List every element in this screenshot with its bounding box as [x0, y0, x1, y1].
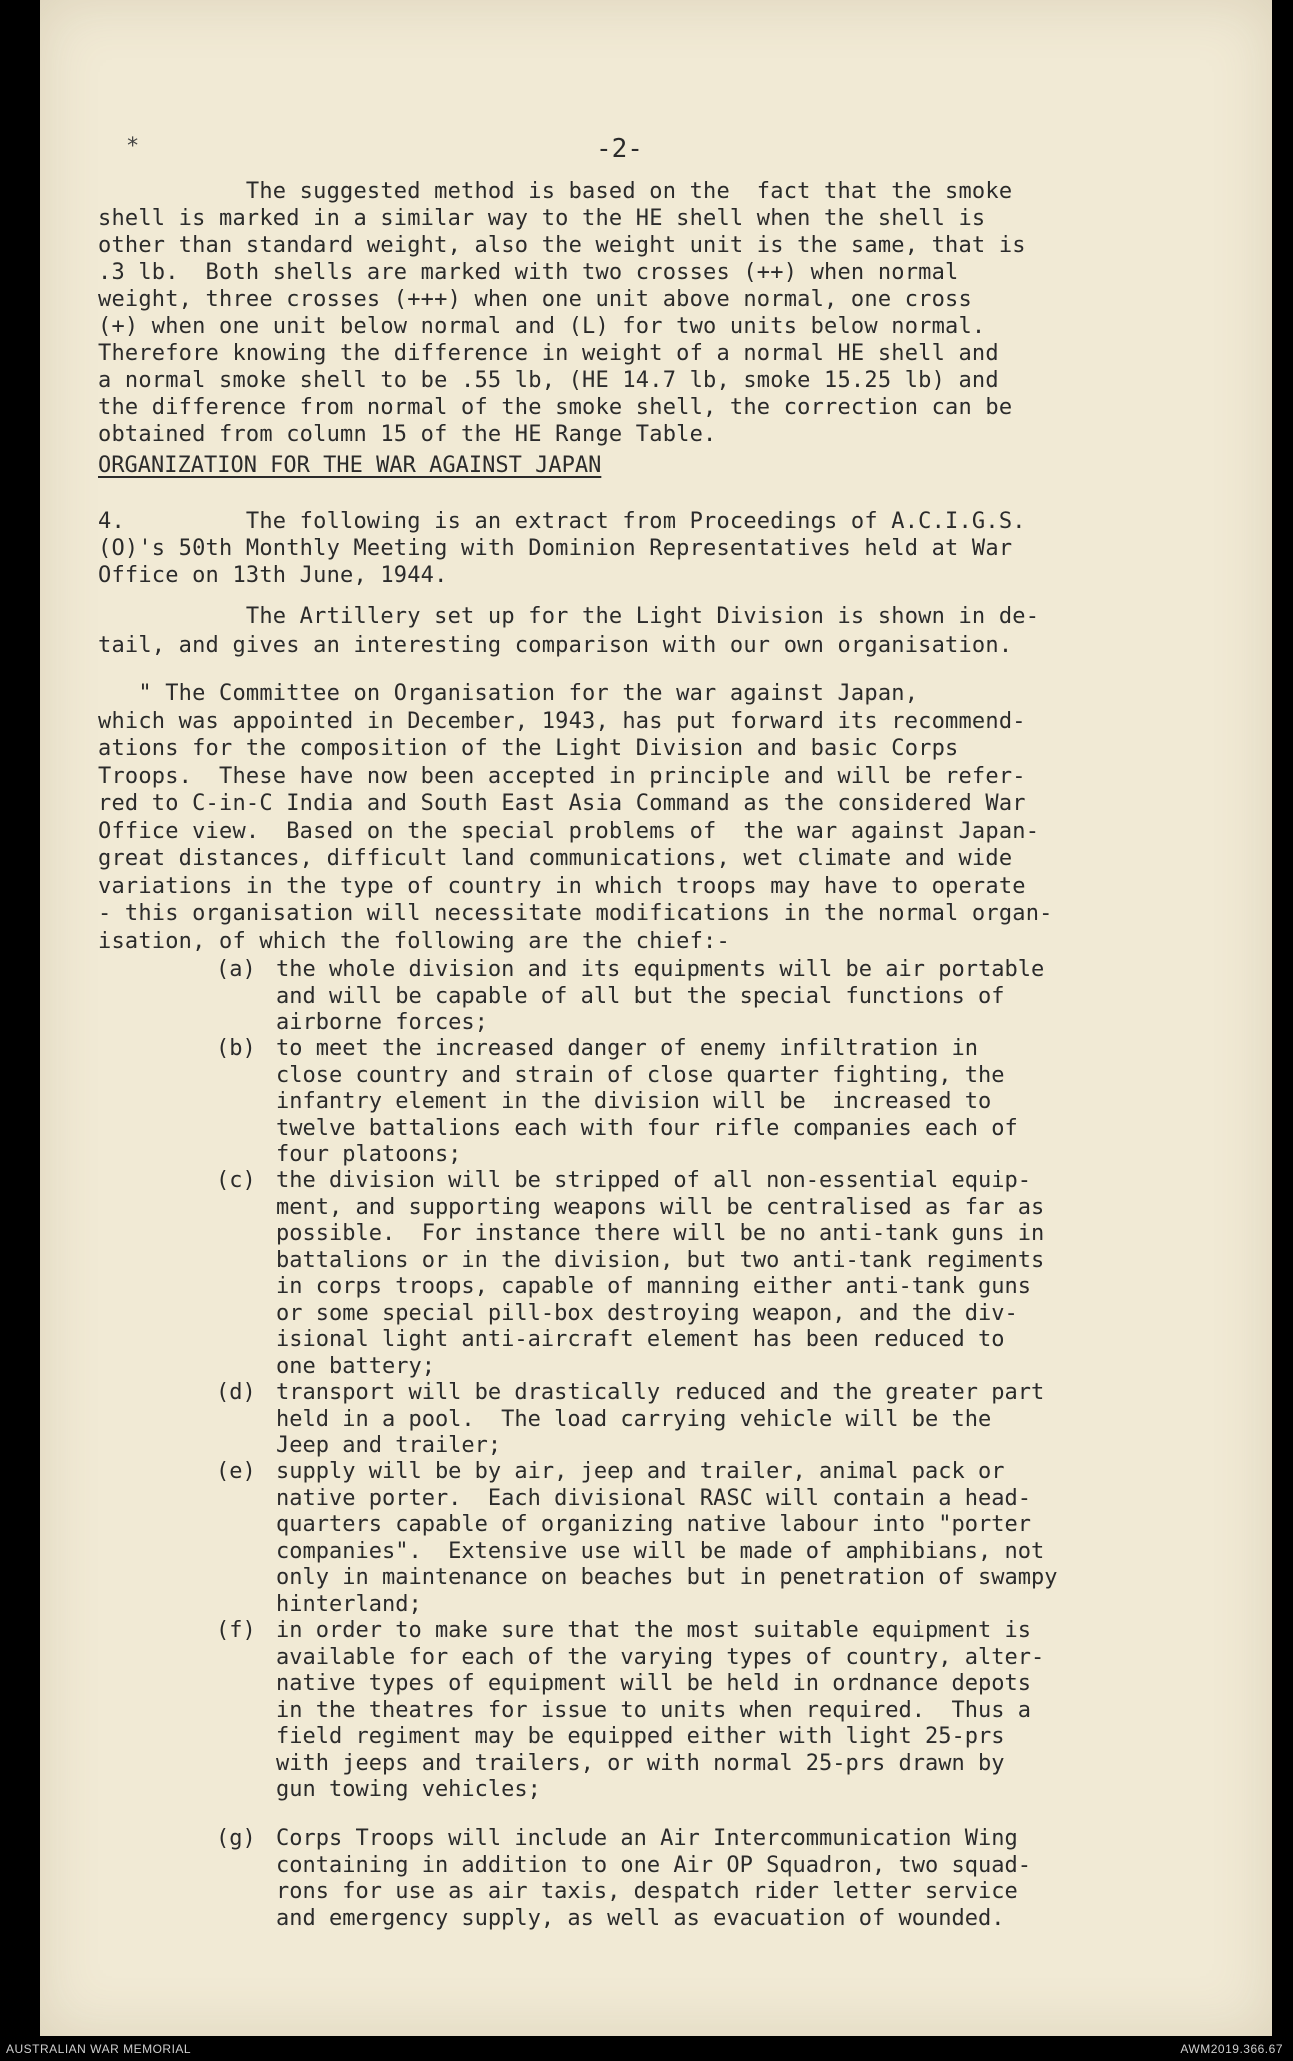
document-page — [40, 0, 1272, 2036]
footer-institution: AUSTRALIAN WAR MEMORIAL — [6, 2042, 192, 2056]
list-item-label: (a) — [216, 957, 256, 982]
corner-mark: * — [126, 134, 140, 159]
list-item-text: in order to make sure that the most suitable equipment is available for each of the varying types of country, alter- native types of equipment will be held in ordnance depots in the theatres for issue to units when required. Thus a field regiment may be equipped either with light 25-prs with jeeps and trailers, or with normal 25-prs drawn by gun towing vehicles; — [276, 1618, 1045, 1802]
paragraph-committee: " The Committee on Organisation for the war against Japan, which was appointed in December, 1943, has put forward its recommend- ations for the composition of the Light Division and basic Corps Troops. These have now been accepted in principle and will be refer- red to C-in-C India and South East Asia Command as the considered War Office view. Based on the special problems of the war against Japan- great distances, difficult land communications, wet climate and wide variations in the type of country in which troops may have to operate - this organisation will necessitate modifications in the normal organ- isation, of which the following are the chief:- — [98, 681, 1053, 954]
footer-accession-number: AWM2019.366.67 — [1180, 2042, 1283, 2056]
list-item-label: (g) — [216, 1826, 256, 1851]
paragraph-artillery: The Artillery set up for the Light Division is shown in de- tail, and gives an interesting comparison with our own organisation. — [98, 604, 1040, 658]
list-item-label: (c) — [216, 1168, 256, 1193]
paragraph-smoke-shell: The suggested method is based on the fact that the smoke shell is marked in a similar way to the HE shell when the shell is other than standard weight, also the weight unit is the same, that is .3 lb. Both shells are marked with two crosses (++) when normal weight, three crosses (+++) when one unit above normal, one cross (+) when one unit below normal and (L) for two units below normal. Therefore knowing the difference in weight of a normal HE shell and a normal smoke shell to be .55 lb, (HE 14.7 lb, smoke 15.25 lb) and the difference from normal of the smoke shell, the correction can be obtained from column 15 of the HE Range Table. — [98, 179, 1026, 447]
list-item-label: (b) — [216, 1036, 256, 1061]
list-item-text: the whole division and its equipments will be air portable and will be capable of all but the special functions of airborne forces; — [276, 957, 1045, 1035]
list-item-text: Corps Troops will include an Air Intercommunication Wing containing in addition to one Air OP Squadron, two squad- rons for use as air taxis, despatch rider letter service and emergency supply, as well as evacuation of wounded. — [276, 1826, 1031, 1931]
list-item-text: the division will be stripped of all non-essential equip- ment, and supporting weapons will be centralised as far as possible. For instance there will be no anti-tank guns in battalions or in the division, but two anti-tank regiments in corps troops, capable of manning either anti-tank guns or some special pill-box destroying weapon, and the div- isional light anti-aircraft element has been reduced to one battery; — [276, 1168, 1045, 1379]
paragraph-extract: 4. The following is an extract from Proceedings of A.C.I.G.S. (O)'s 50th Monthly Meeting with Dominion Representatives held at War Office on 13th June, 1944. — [98, 509, 1026, 588]
list-item-label: (f) — [216, 1618, 256, 1643]
list-item-label: (d) — [216, 1380, 256, 1405]
list-item-text: transport will be drastically reduced and the greater part held in a pool. The load carrying vehicle will be the Jeep and trailer; — [276, 1380, 1045, 1458]
list-item-label: (e) — [216, 1459, 256, 1484]
list-item-text: supply will be by air, jeep and trailer, animal pack or native porter. Each divisional RASC will contain a head- quarters capable of organizing native labour into "porter companies". Extensive use will be made of amphibians, not only in maintenance on beaches but in penetration of swampy hinterland; — [276, 1459, 1058, 1617]
page-number: -2- — [596, 134, 643, 164]
list-item-text: to meet the increased danger of enemy infiltration in close country and strain of close quarter fighting, the infantry element in the division will be increased to twelve battalions each with four rifle companies each of four platoons; — [276, 1036, 1018, 1167]
section-heading: ORGANIZATION FOR THE WAR AGAINST JAPAN — [98, 453, 602, 478]
